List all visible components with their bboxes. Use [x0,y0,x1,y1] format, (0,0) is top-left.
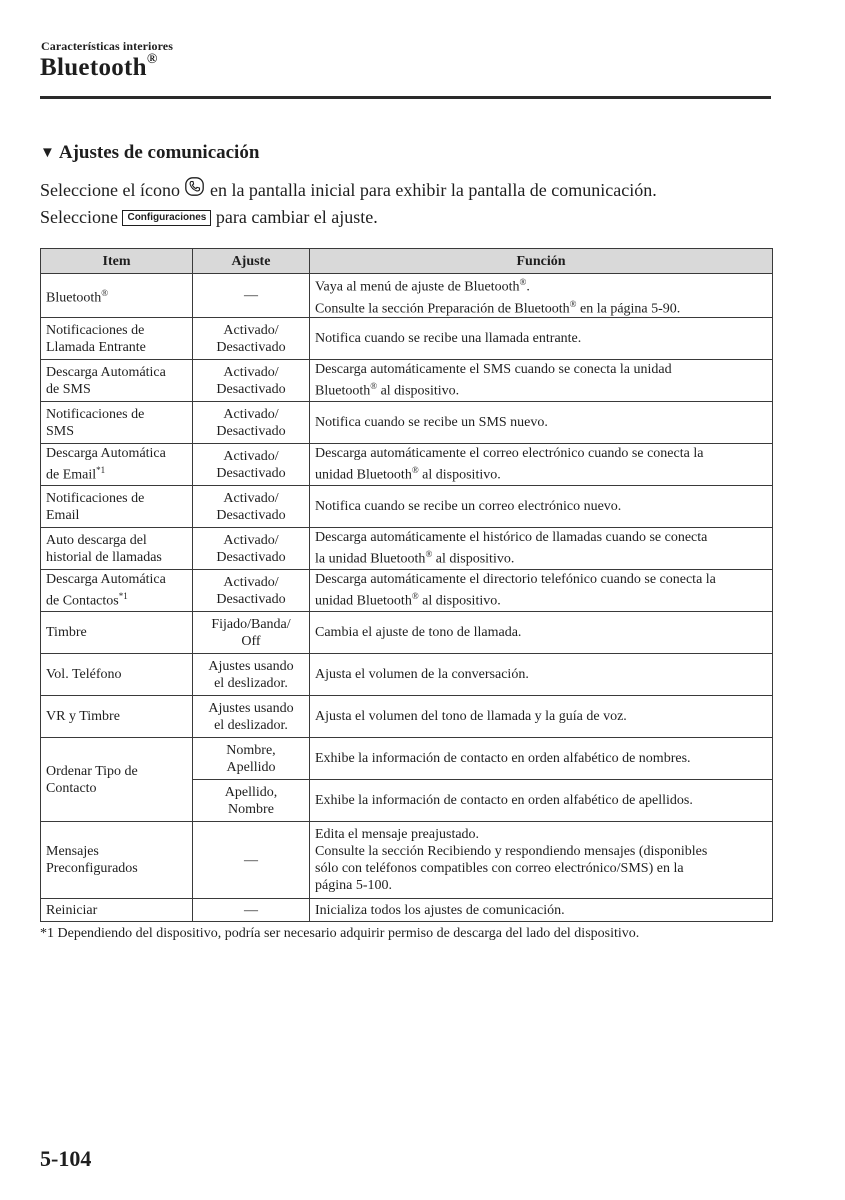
funcion-cell: Notifica cuando se recibe un correo electrónico nuevo. [310,486,773,528]
intro-text: Seleccione el ícono [40,180,180,200]
item-cell: Bluetooth® [41,274,193,318]
ajuste-cell: Activado/ Desactivado [193,444,310,486]
item-cell: VR y Timbre [41,696,193,738]
funcion-cell: Edita el mensaje preajustado. Consulte la sección Recibiendo y respondiendo mensajes (disponibles sólo con teléfonos compatibles con correo electrónico/SMS) en la página 5-100. [310,822,773,899]
ajuste-cell: Nombre, Apellido [193,738,310,780]
table-row [41,402,773,444]
funcion-cell: Vaya al menú de ajuste de Bluetooth®. Consulte la sección Preparación de Bluetooth® en la página 5-90. [310,274,773,318]
ajuste-cell: Activado/ Desactivado [193,402,310,444]
table-row [41,612,773,654]
ajuste-cell: Ajustes usando el deslizador. [193,654,310,696]
column-header-item: Item [41,249,193,274]
item-cell: Descarga Automática de Contactos$^{*1}$ [41,570,193,612]
funcion-cell: Descarga automáticamente el directorio telefónico cuando se conecta la unidad Bluetooth® al dispositivo. [310,570,773,612]
ajuste-cell: Activado/ Desactivado [193,486,310,528]
page-title-text: Bluetooth [40,54,147,81]
section-label: Características interiores [41,39,173,53]
item-cell: Mensajes Preconfigurados [41,822,193,899]
intro-text: para cambiar el ajuste. [211,207,378,227]
table-row [41,444,773,486]
table-row [41,360,773,402]
registered-mark: ® [146,51,158,67]
funcion-cell: Ajusta el volumen del tono de llamada y la guía de voz. [310,696,773,738]
item-cell: Vol. Teléfono [41,654,193,696]
ajuste-cell: — [193,822,310,899]
page-title [40,51,158,82]
table-row [41,899,773,922]
funcion-cell: Descarga automáticamente el SMS cuando se conecta la unidad Bluetooth® al dispositivo. [310,360,773,402]
item-cell: Descarga Automática de Email$^{*1}$ [41,444,193,486]
intro-text: Seleccione [40,207,123,227]
ajuste-cell: — [193,274,310,318]
section-heading-text: Ajustes de comunicación [58,142,260,163]
ajuste-cell: Ajustes usando el deslizador. [193,696,310,738]
funcion-cell: Descarga automáticamente el correo electrónico cuando se conecta la unidad Bluetooth® al dispositivo. [310,444,773,486]
ajuste-cell: Activado/ Desactivado [193,360,310,402]
table-row [41,528,773,570]
funcion-cell: Exhibe la información de contacto en orden alfabético de apellidos. [310,780,773,822]
funcion-cell: Exhibe la información de contacto en orden alfabético de nombres. [310,738,773,780]
column-header-funcion: Función [310,249,773,274]
item-cell: Notificaciones de SMS [41,402,193,444]
ajuste-cell: Fijado/Banda/ Off [193,612,310,654]
phone-icon [185,177,204,196]
item-cell: Descarga Automática de SMS [41,360,193,402]
ajuste-cell: Activado/ Desactivado [193,318,310,360]
table-row [41,570,773,612]
item-cell: Ordenar Tipo de Contacto [41,738,193,822]
funcion-cell: Cambia el ajuste de tono de llamada. [310,612,773,654]
table-row [41,654,773,696]
ajuste-cell: Activado/ Desactivado [193,528,310,570]
footnote: *1 Dependiendo del dispositivo, podría ser necesario adquirir permiso de descarga del lado del dispositivo. [40,926,640,941]
page-number: 5-104 [40,1146,92,1171]
item-cell: Auto descarga del historial de llamadas [41,528,193,570]
funcion-cell: Inicializa todos los ajustes de comunicación. [310,899,773,922]
table-row [41,318,773,360]
column-header-ajuste: Ajuste [193,249,310,274]
funcion-cell: Notifica cuando se recibe una llamada entrante. [310,318,773,360]
triangle-marker-icon: ▼ [40,145,55,161]
intro-text: en la pantalla inicial para exhibir la pantalla de comunicación. [205,180,657,200]
item-cell: Reiniciar [41,899,193,922]
intro-line-1 [40,177,780,204]
section-heading [40,142,259,164]
configuraciones-button[interactable]: Configuraciones [122,210,211,226]
item-cell: Notificaciones de Email [41,486,193,528]
intro-line-2 [40,204,780,231]
table-row [41,738,773,780]
funcion-cell: Descarga automáticamente el histórico de llamadas cuando se conecta la unidad Bluetooth® al dispositivo. [310,528,773,570]
ajuste-cell: Activado/ Desactivado [193,570,310,612]
table-row [41,274,773,318]
item-cell: Notificaciones de Llamada Entrante [41,318,193,360]
title-divider [40,96,771,99]
table-row [41,696,773,738]
ajuste-cell: Apellido, Nombre [193,780,310,822]
funcion-cell: Notifica cuando se recibe un SMS nuevo. [310,402,773,444]
item-cell: Timbre [41,612,193,654]
funcion-cell: Ajusta el volumen de la conversación. [310,654,773,696]
table-row [41,822,773,899]
intro-paragraph [40,177,780,231]
settings-table [40,248,773,922]
table-row [41,486,773,528]
ajuste-cell: — [193,899,310,922]
